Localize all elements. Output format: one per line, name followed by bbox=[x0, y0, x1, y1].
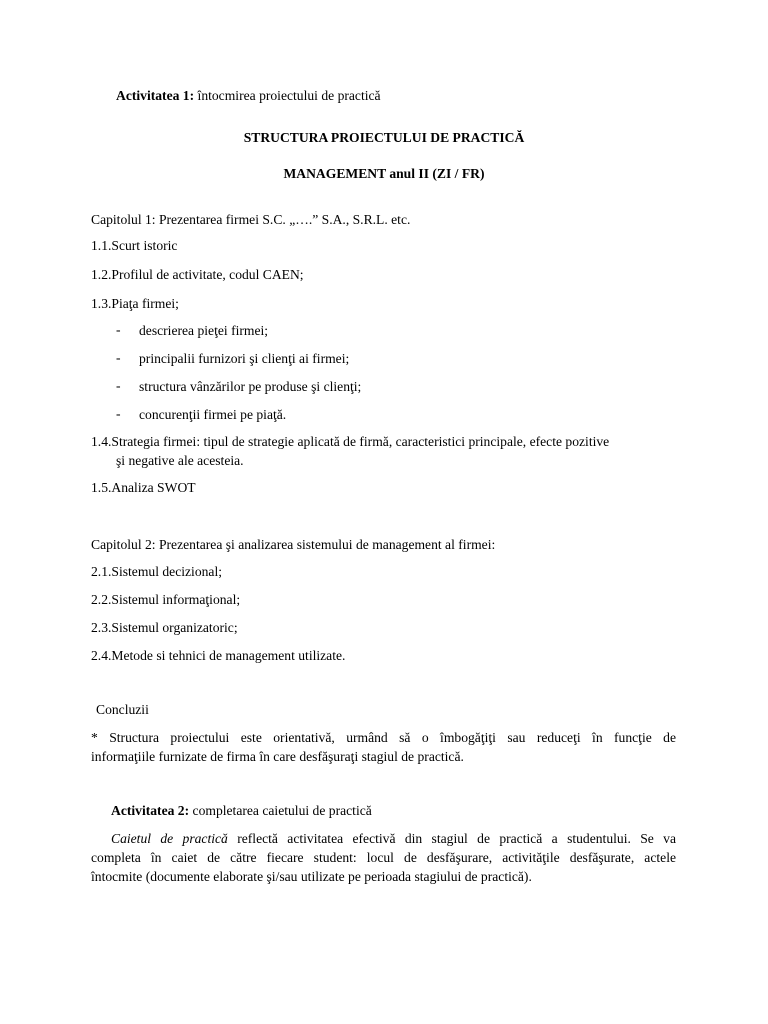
list-item-text: structura vânzărilor pe produse şi clienţi; bbox=[139, 379, 362, 394]
section-1-4-line2: şi negative ale acesteia. bbox=[116, 453, 244, 468]
bullet-dash: - bbox=[116, 322, 121, 337]
activity1-line bbox=[116, 87, 381, 104]
section-2-2: 2.2.Sistemul informaţional; bbox=[91, 592, 241, 607]
activity2-para-line1-text: reflectă activitatea efectivă din stagiul de practică a studentului. Se va bbox=[227, 831, 676, 846]
list-item-text: concurenţii firmei pe piaţă. bbox=[139, 407, 287, 422]
activity2-para-italic: Caietul de practică bbox=[111, 831, 228, 846]
activity2-para-line2: completa în caiet de către fiecare student: locul de desfăşurare, activităţile desfăşurate, actele bbox=[91, 850, 676, 865]
activity2-para-line3: întocmite (documente elaborate şi/sau utilizate pe perioada stagiului de practică). bbox=[91, 869, 532, 884]
section-2-3: 2.3.Sistemul organizatoric; bbox=[91, 620, 238, 635]
bullet-dash: - bbox=[116, 378, 121, 393]
chapter2-heading: Capitolul 2: Prezentarea şi analizarea sistemului de management al firmei: bbox=[91, 537, 496, 552]
conclusions-note-line1: * Structura proiectului este orientativă, urmând să o îmbogăţiţi sau reduceţi în funcţie de bbox=[91, 730, 676, 745]
conclusions-note-line2: informaţiile furnizate de firma în care desfăşuraţi stagiul de practică. bbox=[91, 749, 464, 764]
activity2-line bbox=[111, 802, 372, 819]
activity2-text: completarea caietului de practică bbox=[189, 803, 372, 818]
section-2-1: 2.1.Sistemul decizional; bbox=[91, 564, 223, 579]
document-subtitle: MANAGEMENT anul II (ZI / FR) bbox=[283, 166, 485, 181]
list-item-text: descrierea pieţei firmei; bbox=[139, 323, 269, 338]
section-1-3: 1.3.Piaţa firmei; bbox=[91, 296, 179, 311]
section-1-2: 1.2.Profilul de activitate, codul CAEN; bbox=[91, 267, 304, 282]
document-title: STRUCTURA PROIECTULUI DE PRACTICĂ bbox=[243, 130, 525, 145]
section-2-4: 2.4.Metode si tehnici de management utilizate. bbox=[91, 648, 346, 663]
conclusions-heading: Concluzii bbox=[96, 702, 149, 717]
section-1-4-line1: 1.4.Strategia firmei: tipul de strategie aplicată de firmă, caracteristici principale, efecte pozitive bbox=[91, 434, 610, 449]
section-1-5: 1.5.Analiza SWOT bbox=[91, 480, 196, 495]
bullet-dash: - bbox=[116, 350, 121, 365]
activity1-label: Activitatea 1: bbox=[116, 88, 195, 103]
list-item-text: principalii furnizori şi clienţi ai firmei; bbox=[139, 351, 350, 366]
bullet-dash: - bbox=[116, 406, 121, 421]
chapter1-heading: Capitolul 1: Prezentarea firmei S.C. „….” S.A., S.R.L. etc. bbox=[91, 212, 411, 227]
activity2-label: Activitatea 2: bbox=[111, 803, 190, 818]
section-1-1: 1.1.Scurt istoric bbox=[91, 238, 178, 253]
activity2-para-line1 bbox=[111, 830, 676, 847]
activity1-text: întocmirea proiectului de practică bbox=[194, 88, 381, 103]
